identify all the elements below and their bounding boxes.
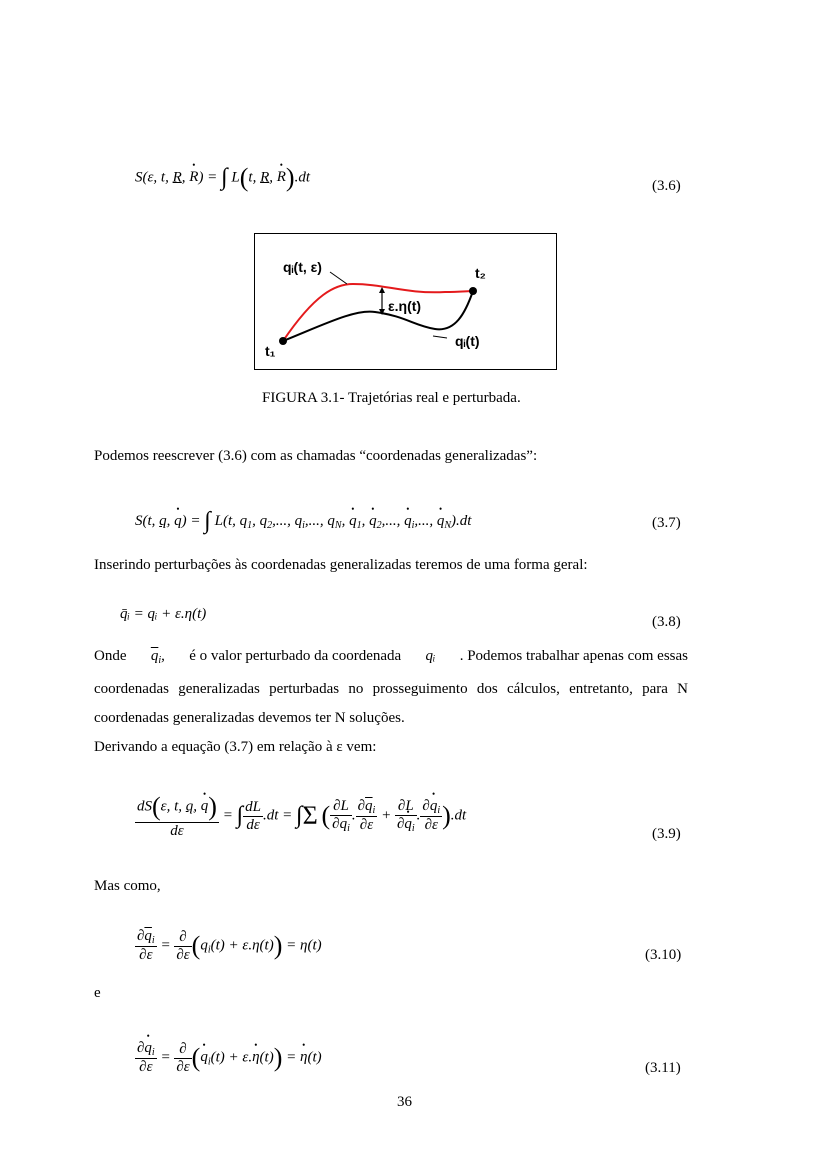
paragraph-3-line-3: coordenadas generalizadas devemos ter N soluções. (94, 710, 405, 726)
equation-3-8: q̄ᵢ = qᵢ + ε.η(t) (120, 606, 207, 622)
equation-3-9: $\frac{dS(\varepsilon, t, q, • q)}{d\varepsilon}$ = ∫ $\frac{dL}{d\varepsilon}$ .dt = ∫Σ ( $\frac{\partial L}{\partial\overline{q}_i}$ . $\frac{\partial\overline{q}_i}{\partial\varepsilon}$ + $\frac{\partial L}{\partial• q_i}$ . $\frac{\partial• \overline{q}_i}{\partial\varepsilon}$ ).dt (135, 792, 466, 840)
p3-onde: Onde (94, 648, 127, 664)
t1-point (279, 337, 287, 345)
label-t2: t₂ (475, 265, 486, 281)
equation-3-6: S(ε, t, R, • R) = ∫ L(t, R, • R).dt (135, 163, 310, 193)
label-t1: t₁ (265, 343, 276, 359)
paragraph-5: Mas como, (94, 878, 161, 894)
equation-3-7: S(t, q, • q) = ∫ L(t, $q_1$, $q_2$,..., $q_i$,..., $q_N$, • $q_1$, • $q_2$,..., • $q_i$,..., • $q_N).dt$ (135, 508, 471, 535)
paragraph-6: e (94, 985, 101, 1001)
equation-number-3-7: (3.7) (652, 515, 681, 531)
paragraph-2: Inserindo perturbações às coordenadas generalizadas teremos de uma forma geral: (94, 557, 588, 573)
figure-caption: FIGURA 3.1- Trajetórias real e perturbada. (262, 390, 521, 406)
page-number: 36 (397, 1094, 412, 1110)
t2-point (469, 287, 477, 295)
equation-number-3-11: (3.11) (645, 1060, 681, 1076)
label-perturbed: qᵢ(t, ε) (283, 259, 322, 275)
label-real: qᵢ(t) (455, 333, 480, 349)
paragraph-1: Podemos reescrever (3.6) com as chamadas “coordenadas generalizadas”: (94, 448, 538, 464)
equation-3-10: $\frac{\partial\overline{q}_i}{\partial\varepsilon}$ = $\frac{\partial}{\partial\varepsilon}$ $(q_i(t) + \varepsilon.\eta(t)) = \eta(t)$ (137, 928, 322, 963)
p3-rest: . Podemos trabalhar apenas com essas (459, 648, 688, 664)
p3-valor: é o valor perturbado da coordenada (189, 648, 402, 664)
paragraph-3-line-1 (94, 648, 688, 666)
equation-number-3-9: (3.9) (652, 826, 681, 842)
equation-number-3-8: (3.8) (652, 614, 681, 630)
real-trajectory (283, 291, 473, 341)
equation-number-3-6: (3.6) (652, 178, 681, 194)
equation-3-11: $\frac{\partial• \overline{q}_i}{\partial\varepsilon}$ = $\frac{\partial}{\partial\varepsilon}$ (• $q_i(t)$ + ε.• η(t)) = • η(t) (135, 1040, 322, 1076)
paragraph-3-line-2: coordenadas generalizadas perturbadas no prosseguimento dos cálculos, entretanto, para N (94, 681, 688, 697)
trajectory-diagram (255, 234, 556, 369)
figure-trajectories (254, 233, 557, 370)
equation-number-3-10: (3.10) (645, 947, 682, 963)
p3-qbar: $\overline{q}_i$, (150, 648, 165, 666)
label-eta: ε.η(t) (388, 298, 422, 314)
p3-qi: qᵢ (425, 648, 436, 664)
paragraph-4: Derivando a equação (3.7) em relação à ε vem: (94, 739, 377, 755)
